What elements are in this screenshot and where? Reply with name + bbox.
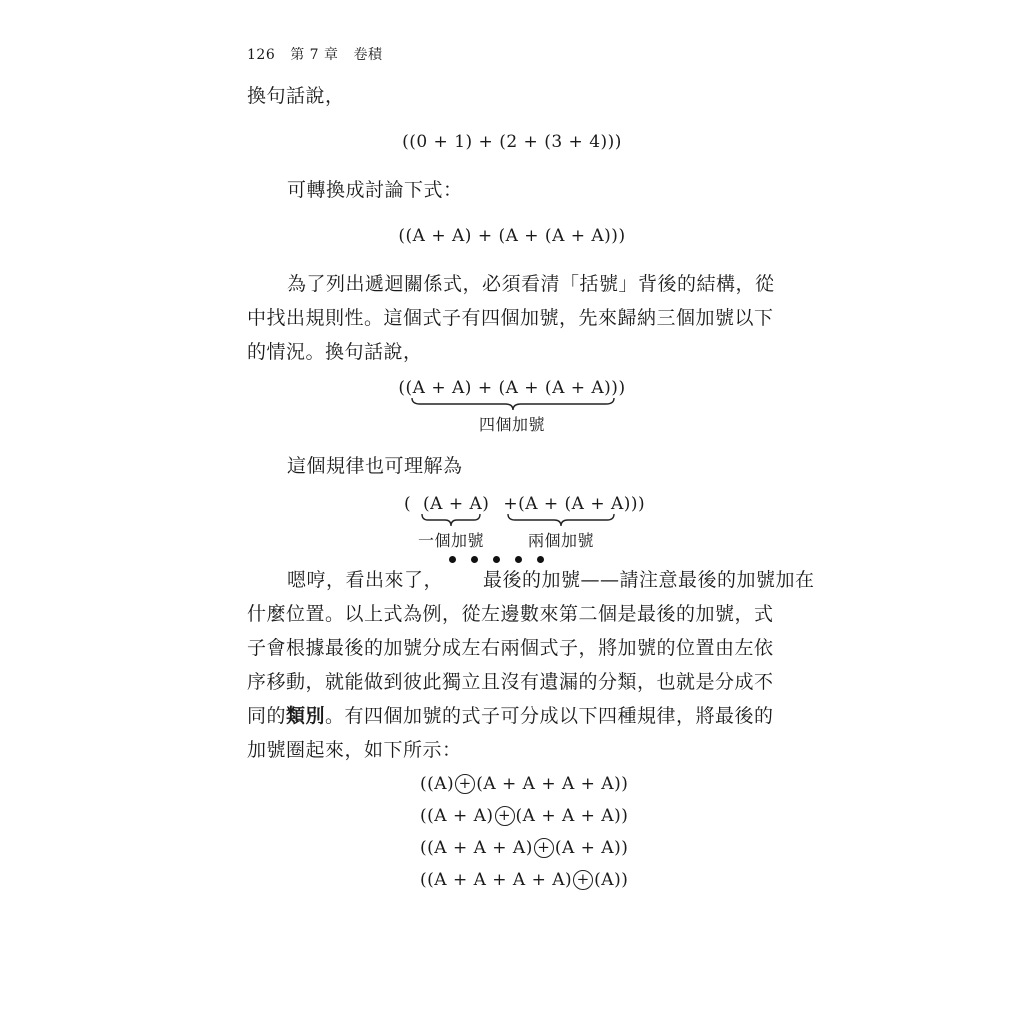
left-part: ((A + A + A + A) — [420, 870, 573, 890]
right-part: (A + A + A)) — [515, 806, 629, 826]
right-part: (A)) — [594, 870, 629, 890]
formula-a: ((A + A) + (A + (A + A))) — [398, 226, 626, 246]
part-two: (A + (A + A)) — [518, 494, 639, 514]
paragraph-3-line-2: 中找出規則性。這個式子有四個加號，先來歸納三個加號以下 — [247, 307, 774, 329]
circled-plus: + — [495, 806, 515, 826]
p5-l5-pre: 同的 — [247, 705, 287, 727]
paragraph-1: 換句話說， — [247, 85, 345, 107]
formula-numeric: ((0 + 1) + (2 + (3 + 4))) — [402, 132, 622, 152]
p5-pre: 嗯哼，看出來了， — [287, 569, 444, 591]
paragraph-5-line-1 — [247, 568, 815, 592]
term-category: 類別 — [286, 705, 326, 727]
emphasis-dot — [493, 556, 500, 563]
paragraph-4: 這個規律也可理解為 — [287, 455, 463, 477]
circled-plus: + — [455, 774, 475, 794]
emphasis-dotted — [443, 568, 581, 592]
label-two-plus: 兩個加號 — [527, 531, 594, 550]
circled-plus: + — [573, 870, 593, 890]
paragraph-5-line-3: 子會根據最後的加號分成左右兩個式子，將加號的位置由左依 — [247, 637, 774, 659]
formula-split — [404, 494, 645, 514]
circled-formula-1 — [420, 774, 628, 794]
left-part: ((A) — [420, 774, 455, 794]
p5-post: ——請注意最後的加號加在 — [580, 569, 815, 591]
emphasis-dot — [449, 556, 456, 563]
paragraph-5-line-2: 什麼位置。以上式為例，從左邊數來第二個是最後的加號，式 — [247, 603, 774, 625]
chapter-title: 卷積 — [353, 47, 383, 63]
underbrace-four — [410, 396, 616, 412]
paragraph-2: 可轉換成討論下式： — [287, 179, 463, 201]
left-part: ((A + A + A) — [420, 838, 533, 858]
underbrace-two — [506, 512, 616, 528]
part-one: (A + A) — [423, 494, 490, 514]
right-part: (A + A + A + A)) — [476, 774, 629, 794]
circled-formula-3 — [420, 838, 628, 858]
paragraph-3-line-1: 為了列出遞迴關係式，必須看清「括號」背後的結構，從 — [287, 273, 775, 295]
outer-right-paren: ) — [638, 494, 646, 514]
dotted-text: 最後的加號 — [483, 569, 581, 591]
circled-formula-2 — [420, 806, 628, 826]
right-part: (A + A)) — [554, 838, 629, 858]
paragraph-5-line-6: 加號圈起來，如下所示： — [247, 739, 462, 761]
left-part: ((A + A) — [420, 806, 494, 826]
emphasis-dot — [515, 556, 522, 563]
page-number: 126 — [247, 47, 276, 63]
formula-braced: ((A + A) + (A + (A + A))) — [398, 378, 626, 398]
paragraph-3-line-3: 的情況。換句話說， — [247, 341, 423, 363]
outer-left-paren: ( — [404, 494, 412, 514]
running-header — [247, 44, 392, 64]
label-one-plus: 一個加號 — [417, 531, 484, 550]
chapter-number: 第 7 章 — [290, 47, 339, 63]
emphasis-dot — [471, 556, 478, 563]
p5-l5-post: 。有四個加號的式子可分成以下四種規律，將最後的 — [325, 705, 774, 727]
label-four-plus: 四個加號 — [478, 415, 545, 434]
underbrace-one — [420, 512, 482, 528]
circled-formula-4 — [420, 870, 628, 890]
paragraph-5-line-4: 序移動，就能做到彼此獨立且沒有遺漏的分類，也就是分成不 — [247, 671, 774, 693]
circled-plus: + — [534, 838, 554, 858]
middle-plus: + — [503, 494, 519, 514]
emphasis-dot — [537, 556, 544, 563]
paragraph-5-line-5 — [247, 704, 787, 728]
